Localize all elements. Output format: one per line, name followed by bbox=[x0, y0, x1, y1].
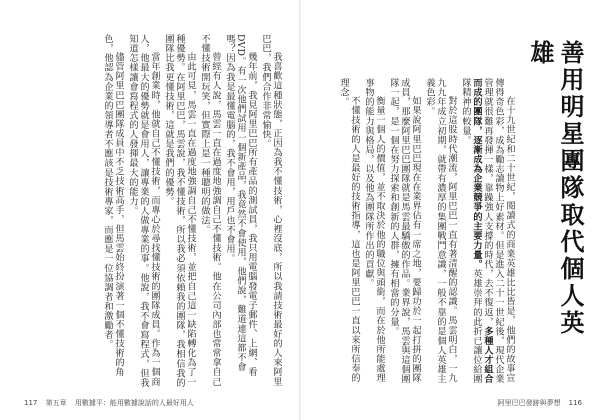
footer-chapter-subtitle: 用數據平：能用數據說話的人最好用人 bbox=[74, 399, 194, 407]
left-paragraph: 儘管阿里巴巴團隊成員中不乏技術高手，但馬雲始終扮演著一個不懂技術的角色，他認為企業的領導者不應該是技術專家，而應是一位協調者和激勵者。 bbox=[102, 34, 124, 378]
left-page-footer bbox=[24, 398, 194, 408]
left-paragraph: 我喜歡這種狀態，正因為我不懂技術，心裡沒底，所以我請技術最好的人來阿里巴巴，我們合作非常愉快。 bbox=[260, 34, 282, 387]
footer-chapter: 第五章 bbox=[45, 399, 67, 407]
left-page bbox=[0, 0, 299, 420]
right-body-text bbox=[319, 78, 515, 388]
left-body-text bbox=[24, 34, 282, 388]
left-paragraph: 當年創業時，他就自己不懂技術，而專心於尋找懂技術的團隊成員。作為一個商人，他最大的優勢就是會用人，讓專業的人做專業的事。他說，我不會寫程式，但我知道怎樣讓會寫程式的人發揮最大的能力。 bbox=[127, 34, 160, 388]
right-page bbox=[301, 0, 600, 420]
footer-book-title: 阿里巴巴發跡與夢想 bbox=[497, 399, 561, 407]
paragraph-tail: 英雄崇拜的此折已讓位給團隊精神的較量。 bbox=[460, 78, 482, 384]
left-page-number: 117 bbox=[24, 399, 38, 407]
section-title: 善用明星團隊取代個人英雄 bbox=[526, 40, 584, 337]
paragraph-text: 在十九世紀和二十世紀，閱讀式的商業英雄比比皆是，他們的故事宣傳得奇色彩，成為勵志讀物上好素材。但是進入二十一世紀後，現代企業管理就很難再發揮一樣，靠躁強人支撐的時代，去不復返， bbox=[482, 78, 515, 384]
right-paragraph: 不懂技術的人是最好的技術指導，這也是阿里巴巴一直以來所信奉的理念。 bbox=[338, 78, 360, 383]
right-paragraph: 如果說阿里巴巴現在在業界佔有一席之地，要歸功於一起打拼的團隊成員，那麼阿里巴巴團隊就是馬雲最驕傲的作品。業界說，馬雲與這個團隊一起，是一個在努力探索和創新的人群，擁有相當的分量。 bbox=[388, 78, 421, 384]
right-paragraph bbox=[460, 78, 515, 388]
left-paragraph: 曾經有人說，馬雲一直在過度地強調自己不懂技術。他在公司內部也常常拿自己不懂技術開玩笑，但實際上是一種聰明的做法。 bbox=[199, 34, 221, 387]
left-paragraph: 由此可見，馬雲一直在過度地強調自己不懂技術，並把自己這一缺陷轉化為了一種優勢。在阿里巴巴，馬雲說，我不懂技術，所以我必須依賴我的團隊，我相信我的團隊比我更懂技術，這就是我們的優勢。 bbox=[163, 34, 196, 388]
right-paragraph: 衡量一個人的價值，並不取決於他的職位與頭銜，而在於他所能處理事物的能力與格局，以及他為團隊所作出的貢獻。 bbox=[363, 78, 385, 383]
right-page-footer bbox=[498, 398, 582, 408]
right-page-number: 116 bbox=[568, 399, 582, 407]
emphasized-text: 多種人才組合而成的團隊，逐漸成為企業競爭的主要力量。 bbox=[471, 78, 493, 384]
right-paragraph: 對於這股時代潮流，阿里巴巴一直有著清醒的認識。馬雲明白，一九九九年成立初期，就帶有濃厚的集團戰鬥意識，一般不靠的是個人英雄主義色彩。 bbox=[424, 78, 457, 384]
left-paragraph: 幾年前，我見阿里巴巴所有產品的測試員，我只用電腦發電子郵件、上網、看DVD。有一次他們試用一個新產品，我竟然不會使用，他們說，難道連這都不會嗎？因為我是最懂電腦的，我不會用，用戶也不會用。 bbox=[224, 34, 257, 378]
